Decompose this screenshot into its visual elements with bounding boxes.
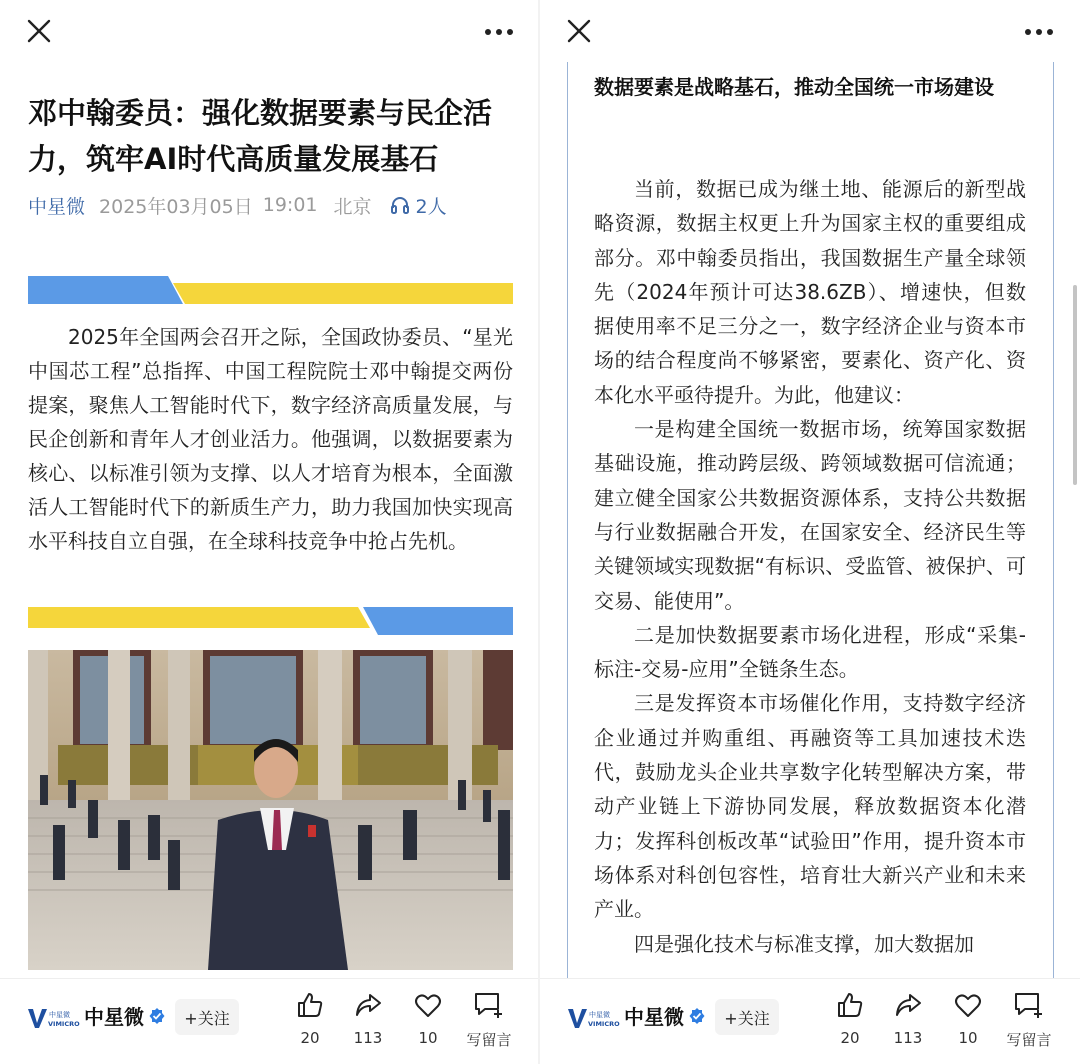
favorite-count: 10 <box>418 1029 438 1047</box>
top-bar <box>0 0 540 62</box>
headphones-icon <box>390 195 410 215</box>
close-icon <box>564 16 594 46</box>
share-count: 113 <box>353 1029 383 1047</box>
heart-icon <box>953 990 983 1020</box>
article-body[interactable] <box>594 172 1026 972</box>
bottom-bar <box>0 978 540 1064</box>
comment-plus-icon <box>473 990 505 1020</box>
favorite-button[interactable] <box>938 987 998 1057</box>
logo-en-text: VIMICRO <box>48 1020 80 1028</box>
body-paragraph: 三是发挥资本市场催化作用，支持数字经济企业通过并购重组、再融资等工具加速技术迭代，鼓励龙头企业共享数字化转型解决方案，带动产业链上下游协同发展，释放数据资本化潜力；发挥科创板改革“试验田”作用，提升资本市场体系对科创包容性，培育壮大新兴产业和未来产业。 <box>594 691 1026 922</box>
publish-location: 北京 <box>333 195 372 218</box>
verified-icon <box>148 1007 166 1025</box>
close-button[interactable] <box>564 16 594 46</box>
thumbs-up-icon <box>835 990 865 1020</box>
article-photo <box>28 650 513 970</box>
like-button[interactable] <box>820 987 880 1057</box>
section-heading: 数据要素是战略基石，推动全国统一市场建设 <box>594 75 994 99</box>
author-link[interactable]: 中星微 <box>28 195 86 218</box>
body-paragraph: 二是加快数据要素市场化进程，形成“采集-标注-交易-应用”全链条生态。 <box>594 622 1026 682</box>
account-name-text: 中星微 <box>624 1005 684 1029</box>
like-button[interactable] <box>280 987 340 1057</box>
heart-icon <box>413 990 443 1020</box>
like-count: 20 <box>300 1029 320 1047</box>
comment-button[interactable] <box>998 987 1060 1057</box>
scrollbar-thumb[interactable] <box>1073 285 1077 485</box>
photo-great-hall <box>28 650 513 970</box>
right-screen <box>540 0 1080 1064</box>
decorative-banner-bottom <box>28 607 513 635</box>
vimicro-logo <box>28 1007 80 1029</box>
more-button[interactable] <box>1024 24 1054 38</box>
comment-button[interactable] <box>458 987 520 1057</box>
decorative-banner-top <box>28 276 513 304</box>
close-icon <box>24 16 54 46</box>
share-icon <box>893 990 923 1020</box>
body-paragraph: 一是构建全国统一数据市场，统筹国家数据基础设施，推动跨层级、跨领域数据可信流通；建立健全国家公共数据资源体系，支持公共数据与行业数据融合开发，在国家安全、经济民生等关键领域实现数据“有标识、受监管、被保护、可交易、能使用”。 <box>594 417 1026 613</box>
logo-cn-text: 中星微 <box>589 1011 610 1019</box>
more-button[interactable] <box>484 24 514 38</box>
article-meta <box>28 190 447 220</box>
account-name-text: 中星微 <box>84 1005 144 1029</box>
thumbs-up-icon <box>295 990 325 1020</box>
follow-button[interactable]: +关注 <box>715 999 779 1035</box>
listener-count: 2人 <box>415 195 447 218</box>
close-button[interactable] <box>24 16 54 46</box>
body-paragraph: 当前，数据已成为继土地、能源后的新型战略资源，数据主权更上升为国家主权的重要组成部分。邓中翰委员指出，我国数据生产量全球领先（2024年预计可达38.6ZB）、增速快，但数据使用率不足三分之一，数字经济企业与资本市场的结合程度尚不够紧密，要素化、资产化、资本化水平亟待提升。为此，他建议： <box>594 177 1026 407</box>
follow-button[interactable]: +关注 <box>175 999 239 1035</box>
comment-label: 写留言 <box>466 1031 512 1049</box>
like-count: 20 <box>840 1029 860 1047</box>
logo-en-text: VIMICRO <box>588 1020 620 1028</box>
share-count: 113 <box>893 1029 923 1047</box>
publish-time: 19:01 <box>262 194 318 216</box>
comment-label: 写留言 <box>1006 1031 1052 1049</box>
favorite-count: 10 <box>958 1029 978 1047</box>
listen-button[interactable] <box>390 192 447 219</box>
more-icon <box>1024 25 1054 39</box>
favorite-button[interactable] <box>398 987 458 1057</box>
account-name[interactable] <box>84 1001 166 1030</box>
publish-date: 2025年03月05日 <box>99 195 253 218</box>
account-name[interactable] <box>624 1001 706 1030</box>
vimicro-logo <box>568 1007 620 1029</box>
logo-cn-text: 中星微 <box>49 1011 70 1019</box>
share-icon <box>353 990 383 1020</box>
comment-plus-icon <box>1013 990 1045 1020</box>
share-button[interactable] <box>878 987 938 1057</box>
body-paragraph: 四是强化技术与标准支撑，加大数据加 <box>634 931 974 956</box>
top-bar <box>540 0 1080 62</box>
more-icon <box>484 25 514 39</box>
bottom-bar <box>540 978 1080 1064</box>
lead-paragraph: 2025年全国两会召开之际，全国政协委员、“星光中国芯工程”总指挥、中国工程院院士邓中翰提交两份提案，聚焦人工智能时代下，数字经济高质量发展，与民企创新和青年人才创业活力。他强调，以数据要素为核心、以标准引领为支撑、以人才培育为根本，全面激活人工智能时代下的新质生产力，助力我国加快实现高水平科技自立自强，在全球科技竞争中抢占先机。 <box>28 325 513 553</box>
article-title: 邓中翰委员：强化数据要素与民企活力，筑牢AI时代高质量发展基石 <box>28 96 493 176</box>
share-button[interactable] <box>338 987 398 1057</box>
verified-icon <box>688 1007 706 1025</box>
